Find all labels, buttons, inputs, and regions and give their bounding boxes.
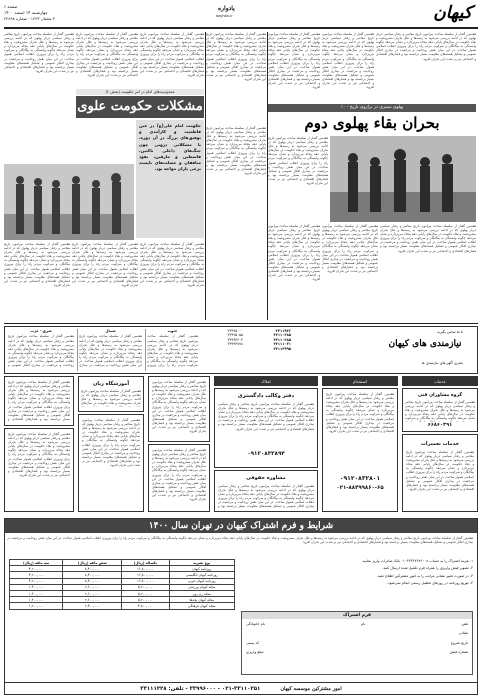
form-field-label: نام: [360, 622, 366, 626]
subscription-footer: [5, 682, 477, 694]
right-top-col-1: هفتمین گفتار از سلسله مباحث پیرامون تاریخ معاصر و رفتار سیاسی دربار پهلوی که در ادامه بررسی می‌شود به زمینه‌ها و علل بحران مشروعیت و بقاء حکومت در سال‌های پایانی دهه پنجاه می‌پردازد و نشان می‌دهد چگونه وابستگی به بیگانگان و سرکوب مردم راه را برای پیروزی انقلاب اسلامی هموار ساخت. در این میان نقش روحانیت و مرجعیت در بیداری افکار عمومی و تشکیل هسته‌های مقاومت بسیار برجسته بود و فشارهای اقتصادی و اجتماعی نیز بر شدت این بحران افزود.: [376, 32, 476, 61]
category-header: استخدام: [322, 376, 398, 386]
subscription-intro: هفتمین گفتار از سلسله مباحث پیرامون تاریخ معاصر و رفتار سیاسی دربار پهلوی که در ادامه بررسی می‌شود به زمینه‌ها و علل بحران مشروعیت و بقاء حکومت در سال‌های پایانی دهه پنجاه می‌پردازد و نشان می‌دهد چگونه وابستگی به بیگانگان و سرکوب مردم راه را برای پیروزی انقلاب اسلامی هموار ساخت. در این میان نقش روحانیت و مرجعیت در بیداری افکار عمومی و تشکیل هسته‌های مقاومت بسیار برجسته بود و فشارهای اقتصادی و اجتماعی نیز بر شدت این بحران افزود.: [7, 536, 473, 545]
subscription-title: شرایط و فرم اشتراک کیهان در تهران سال ۱۴۰۰: [5, 519, 477, 533]
left-story-col-a: هفتمین گفتار از سلسله مباحث پیرامون تاریخ معاصر و رفتار سیاسی دربار پهلوی که در ادامه بررسی می‌شود به زمینه‌ها و علل بحران مشروعیت و بقاء حکومت در سال‌های پایانی دهه پنجاه می‌پردازد و نشان می‌دهد چگونه وابستگی به بیگانگان و سرکوب مردم راه را برای پیروزی انقلاب اسلامی هموار ساخت. در این میان نقش روحانیت و مرجعیت در بیداری افکار عمومی و تشکیل هسته‌های مقاومت بسیار برجسته بود و فشارهای اقتصادی و اجتماعی نیز بر شدت این بحران افزود.: [206, 32, 266, 82]
region-block-south: [145, 329, 199, 371]
phone-number: ۳۳۹۹۵۰۵۵: [227, 333, 243, 338]
column-divider: [205, 32, 206, 320]
phone-number: ۳۳۱۱۲۹۹۵: [273, 346, 291, 351]
region-text: هفتمین گفتار از سلسله مباحث پیرامون تاریخ معاصر و رفتار سیاسی دربار پهلوی که در ادامه بررسی می‌شود به زمینه‌ها و علل بحران مشروعیت و بقاء حکومت در سال‌های پایانی دهه پنجاه می‌پردازد و نشان می‌دهد چگونه وابستگی به بیگانگان و سرکوب مردم راه را برای پیروزی انقلاب اسلامی هموار ساخت. در این میان نقش روحانیت و مرجعیت در بیداری افکار عمومی و: [8, 334, 74, 368]
ad-text: هفتمین گفتار از سلسله مباحث پیرامون تاریخ معاصر و رفتار سیاسی دربار پهلوی که در ادامه بررسی می‌شود به زمینه‌ها و علل بحران مشروعیت و بقاء حکومت در سال‌های پایانی دهه پنجاه می‌پردازد و نشان می‌دهد چگونه وابستگی به بیگانگان و سرکوب مردم راه را برای پیروزی انقلاب اسلامی هموار ساخت. در این میان نقش روحانیت و مرجعیت در بیداری افکار عمومی و تشکیل هسته‌های مقاومت بسیار برجسته بود و فشارهای اقتصادی و اجتماعی نیز بر شدت این بحران افزود.: [218, 402, 314, 431]
phone-number: ۳۳۹۹۴۷۷۸: [227, 342, 243, 347]
category-header: املاک: [214, 376, 318, 386]
ad-box[interactable]: [148, 376, 210, 442]
form-field-row: [246, 650, 468, 654]
ad-phone: ۶۶۸۶۰۳۹۱: [427, 422, 453, 428]
form-field-label: تلفن: [461, 622, 468, 626]
phone-number: ۳۳۱۱۰۳۸۵: [273, 337, 291, 342]
left-story-col-g: هفتمین گفتار از سلسله مباحث پیرامون تاریخ معاصر و رفتار سیاسی دربار پهلوی که در ادامه بررسی می‌شود به زمینه‌ها و علل بحران مشروعیت و بقاء حکومت در سال‌های پایانی دهه پنجاه می‌پردازد و نشان می‌دهد چگونه وابستگی به بیگانگان و سرکوب مردم راه را برای پیروزی انقلاب اسلامی هموار ساخت. در این میان نقش روحانیت و مرجعیت در بیداری افکار عمومی و تشکیل هسته‌های مقاومت بسیار برجسته بود و فشارهای اقتصادی و اجتماعی نیز بر شدت این بحران افزود.: [72, 242, 138, 287]
form-field-row: [246, 641, 468, 645]
ad-box[interactable]: [4, 428, 74, 512]
table-header: نوع نشریه: [169, 560, 234, 566]
table-cell: روزنامه کیهان: [169, 566, 234, 572]
phone-number: ۳۳۱۱۱۰۳۱: [273, 342, 291, 347]
classified-sales: مجری آگهی‌های نیازمندی ها: [421, 361, 463, 365]
category-header: خدمات: [402, 376, 478, 386]
ad-box[interactable]: [402, 434, 478, 512]
condition-item: ۳- در صورت تغییر نشانی مراتب را به امور مشترکین اطلاع دهید.: [376, 573, 473, 578]
news-photo-left: [4, 164, 134, 240]
left-story-title-box: [76, 96, 204, 118]
form-field-row: [246, 631, 468, 635]
phone-number: ۳۳۱۱۹۳۶: [275, 329, 291, 333]
region-label: شرق - غرب: [30, 329, 52, 333]
form-field-label: مبلغ واریزی: [246, 650, 264, 655]
section-divider: [4, 323, 478, 324]
form-field-label: کد پستی: [246, 640, 260, 645]
ad-box[interactable]: [148, 444, 210, 512]
table-cell: ۲,۴۰۰,۰۰۰: [63, 603, 122, 609]
table-cell: روزنامه کیهان انگلیسی: [169, 572, 234, 578]
left-story-col-d: هفتمین گفتار از سلسله مباحث پیرامون تاریخ معاصر و رفتار سیاسی دربار پهلوی که در ادامه بررسی می‌شود به زمینه‌ها و علل بحران مشروعیت و بقاء حکومت در سال‌های پایانی دهه پنجاه می‌پردازد و نشان می‌دهد چگونه وابستگی به بیگانگان و سرکوب مردم راه را برای پیروزی انقلاب اسلامی هموار ساخت. در این میان نقش روحانیت و مرجعیت در بیداری افکار عمومی و تشکیل هسته‌های مقاومت بسیار برجسته بود و فشارهای اقتصادی و اجتماعی نیز بر شدت این بحران افزود.: [4, 32, 74, 73]
story-kicker: پهلوی ستیزی در ترازوی تاریخ - ۱۰: [268, 104, 476, 112]
table-cell: ۴,۲۰۰,۰۰۰: [10, 578, 63, 584]
form-field-label: نشانی: [458, 631, 468, 636]
footer-phone: ۰۲۱-۳۳۱۱۰۲۵۱ - ۳۳۹۹۶۰۰۰ - تلفن: ۳۳۱۱۱۲۲۸: [140, 685, 261, 692]
region-label: جنوب: [167, 329, 178, 333]
table-cell: مجله کیهان فرهنگی: [169, 603, 234, 609]
table-cell: ۱۶,۸۰۰,۰۰۰: [122, 572, 169, 578]
story-right-col-b: هفتمین گفتار از سلسله مباحث پیرامون تاریخ معاصر و رفتار سیاسی دربار پهلوی که در ادامه بررسی می‌شود به زمینه‌ها و علل بحران مشروعیت و بقاء حکومت در سال‌های پایانی دهه پنجاه می‌پردازد و نشان می‌دهد چگونه وابستگی به بیگانگان و سرکوب مردم راه را برای پیروزی انقلاب اسلامی هموار ساخت. در این میان نقش روحانیت و مرجعیت در بیداری افکار عمومی و تشکیل هسته‌های مقاومت بسیار برجسته بود و فشارهای اقتصادی و اجتماعی نیز بر شدت این بحران افزود.: [380, 224, 476, 253]
quote-text: حکومت امام علی(ع) در عین قاطعیت و کارآمدی و توفیق‌های بزرگ در آن دوره، با مشکلاتی درونی چون جنگ‌های داخلی ناکثین، قاسطین و مارقین، نفوذ منافقان و خصلت‌های ناپسند برخی یاران مواجه بود.: [139, 123, 201, 172]
left-story-col-c: هفتمین گفتار از سلسله مباحث پیرامون تاریخ معاصر و رفتار سیاسی دربار پهلوی که در ادامه بررسی می‌شود به زمینه‌ها و علل بحران مشروعیت و بقاء حکومت در سال‌های پایانی دهه پنجاه می‌پردازد و نشان می‌دهد چگونه وابستگی به بیگانگان و سرکوب مردم راه را برای پیروزی انقلاب اسلامی هموار ساخت. در این میان نقش روحانیت و مرجعیت در بیداری افکار عمومی و تشکیل هسته‌های مقاومت بسیار برجسته بود و فشارهای اقتصادی و اجتماعی نیز بر شدت این بحران افزود.: [76, 32, 138, 77]
classified-subtitle: با ما تماس بگیرید: [436, 330, 463, 334]
ad-text: هفتمین گفتار از سلسله مباحث پیرامون تاریخ معاصر و رفتار سیاسی دربار پهلوی که در ادامه بررسی می‌شود به زمینه‌ها و علل بحران مشروعیت و بقاء حکومت در سال‌های پایانی دهه پنجاه می‌پردازد و نشان می‌دهد چگونه وابستگی به بیگانگان و سرکوب مردم راه را برای پیروزی انقلاب اسلامی هموار ساخت. در این میان نقش روحانیت و مرجعیت در بیداری افکار عمومی و تشکیل هسته‌های مقاومت بسیار برجسته بود و فشارهای اقتصادی و اجتماعی نیز بر شدت این بحران افزود.: [406, 450, 474, 491]
form-field-label: تاریخ شروع: [450, 640, 468, 645]
story-title-right: بحران بقاء پهلوی دوم: [304, 114, 440, 132]
condition-item: ۲- تصویر فیش واریزی را همراه فرم تکمیل شده ارسال کنید.: [382, 566, 473, 571]
phone-number: ۳۳۹۹۴۴۰۲: [227, 337, 243, 342]
ad-text: هفتمین گفتار از سلسله مباحث پیرامون تاریخ معاصر و رفتار سیاسی دربار پهلوی که در ادامه بررسی می‌شود به زمینه‌ها و علل بحران مشروعیت و بقاء حکومت در سال‌های پایانی دهه پنجاه می‌پردازد و نشان می‌دهد چگونه وابستگی به بیگانگان و سرکوب: [405, 400, 475, 421]
left-story-col-b: هفتمین گفتار از سلسله مباحث پیرامون تاریخ معاصر و رفتار سیاسی دربار پهلوی که در ادامه بررسی می‌شود به زمینه‌ها و علل بحران مشروعیت و بقاء حکومت در سال‌های پایانی دهه پنجاه می‌پردازد و نشان می‌دهد چگونه وابستگی به بیگانگان و سرکوب مردم راه را برای پیروزی انقلاب اسلامی هموار ساخت. در این میان نقش روحانیت و مرجعیت در بیداری افکار عمومی و تشکیل هسته‌های مقاومت بسیار برجسته بود و فشارهای اقتصادی و اجتماعی نیز بر شدت این بحران افزود.: [140, 32, 204, 77]
left-story-kicker: محدودیت‌های امام در امر حکومت (بخش ۲): [76, 89, 204, 95]
table-cell: ۲,۶۰۰,۰۰۰: [63, 584, 122, 590]
classified-grid: [4, 376, 478, 514]
phone-number: ۳۳۹۹۵۰۰۰: [227, 329, 243, 333]
table-cell: ۵,۲۰۰,۰۰۰: [122, 597, 169, 603]
table-cell: ۲,۶۰۰,۰۰۰: [63, 597, 122, 603]
ad-title: خدمات تعمیرات: [420, 441, 460, 447]
region-text: هفتمین گفتار از سلسله مباحث پیرامون تاریخ معاصر و رفتار سیاسی دربار پهلوی که در ادامه بررسی می‌شود به زمینه‌ها و علل بحران مشروعیت و بقاء حکومت در سال‌های پایانی دهه پنجاه می‌پردازد و نشان می‌دهد چگونه وابستگی به بیگانگان و سرکوب مردم راه را برای پیروزی: [147, 334, 198, 368]
table-cell: ۱,۲۰۰,۰۰۰: [10, 603, 63, 609]
table-cell: ۱,۳۰۰,۰۰۰: [10, 584, 63, 590]
right-top-col-3: هفتمین گفتار از سلسله مباحث پیرامون تاریخ معاصر و رفتار سیاسی دربار پهلوی که در ادامه بررسی می‌شود به زمینه‌ها و علل بحران مشروعیت و بقاء حکومت در سال‌های پایانی دهه پنجاه می‌پردازد و نشان می‌دهد چگونه وابستگی به بیگانگان و سرکوب مردم راه را برای پیروزی انقلاب اسلامی هموار ساخت. در این میان نقش روحانیت و مرجعیت در بیداری افکار عمومی و تشکیل هسته‌های مقاومت بسیار برجسته بود و فشارهای اقتصادی و اجتماعی نیز بر شدت این بحران افزود.: [268, 32, 320, 90]
site-url: kayhan.ir: [216, 14, 233, 18]
ad-box[interactable]: [402, 388, 478, 432]
table-cell: مجله کیهان بچه‌ها: [169, 597, 234, 603]
table-cell: ۴,۲۰۰,۰۰۰: [10, 572, 63, 578]
ad-text: هفتمین گفتار از سلسله مباحث پیرامون تاریخ معاصر و رفتار سیاسی دربار پهلوی که در ادامه بررسی می‌شود به زمینه‌ها و علل بحران مشروعیت و بقاء حکومت در سال‌های پایانی دهه پنجاه می‌پردازد و نشان می‌دهد چگونه وابستگی به بیگانگان و سرکوب مردم راه را برای پیروزی انقلاب اسلامی هموار ساخت. در این میان نقش روحانیت و مرجعیت در بیداری افکار عمومی و تشکیل هسته‌های مقاومت بسیار برجسته بود و فشارهای اقتصادی و اجتماعی نیز بر شدت این بحران افزود.: [152, 380, 206, 434]
table-cell: ۸,۴۰۰,۰۰۰: [63, 566, 122, 572]
table-header: یکساله (ریال): [122, 560, 169, 566]
ad-title: مشاوره حقوقی: [246, 475, 286, 481]
table-cell: ۲,۶۰۰,۰۰۰: [63, 590, 122, 596]
news-photo-right: [330, 136, 476, 222]
masthead-divider: [4, 27, 478, 29]
issue-line: ۳ شعبان ۱۴۴۳ - شماره ۲۲۸۹۸: [4, 16, 55, 21]
condition-item: ۴- توزیع روزنامه در روزهای تعطیل رسمی انجام نمی‌شود.: [386, 581, 473, 586]
subscription-form: [241, 611, 473, 675]
price-table: [9, 559, 235, 610]
left-story-col-h: هفتمین گفتار از سلسله مباحث پیرامون تاریخ معاصر و رفتار سیاسی دربار پهلوی که در ادامه بررسی می‌شود به زمینه‌ها و علل بحران مشروعیت و بقاء حکومت در سال‌های پایانی دهه پنجاه می‌پردازد و نشان می‌دهد چگونه وابستگی به بیگانگان و سرکوب مردم راه را برای پیروزی انقلاب اسلامی هموار ساخت. در این میان نقش روحانیت و مرجعیت در بیداری افکار عمومی و تشکیل هسته‌های مقاومت بسیار برجسته بود و فشارهای اقتصادی و اجتماعی نیز بر شدت این بحران افزود.: [4, 242, 70, 287]
ad-phone: ۰۹۱۲۰۸۳۲۸۰۱: [339, 475, 381, 482]
page-label: صفحه ۶: [4, 4, 18, 9]
table-cell: مجله زن روز: [169, 590, 234, 596]
table-cell: ۸,۴۰۰,۰۰۰: [63, 572, 122, 578]
ad-text: هفتمین گفتار از سلسله مباحث پیرامون تاریخ معاصر و رفتار سیاسی دربار پهلوی که در ادامه بررسی می‌شود به زمینه‌ها و علل بحران مشروعیت و بقاء حکومت در سال‌های پایانی دهه پنجاه می‌پردازد و نشان می‌دهد چگونه وابستگی به بیگانگان و سرکوب مردم راه را برای پیروزی انقلاب اسلامی هموار ساخت. در این میان نقش روحانیت و مرجعیت در بیداری افکار عمومی و تشکیل هسته‌های مقاومت بسیار برجسته بود و فشارهای اقتصادی و: [8, 380, 70, 421]
clerics-photo-icon: [4, 164, 134, 240]
form-title: فرم اشتراک: [242, 612, 472, 619]
table-cell: ۱,۳۰۰,۰۰۰: [10, 590, 63, 596]
phone-list-b: [201, 329, 243, 347]
ad-phone: ۰۹۱۲۰۸۳۳۸۹۴: [247, 451, 285, 457]
phone-number: ۳۳۱۱۰۳۸۵: [273, 333, 291, 338]
ad-box[interactable]: [78, 376, 144, 412]
ad-text: هفتمین گفتار از سلسله مباحث پیرامون تاریخ معاصر و رفتار سیاسی دربار پهلوی که در ادامه بررسی می‌شود به زمینه‌ها و علل بحران مشروعیت و بقاء حکومت در سال‌های: [81, 389, 141, 406]
region-label: شمال: [105, 329, 116, 333]
region-text: هفتمین گفتار از سلسله مباحث پیرامون تاریخ معاصر و رفتار سیاسی دربار پهلوی که در ادامه بررسی می‌شود به زمینه‌ها و علل بحران مشروعیت و بقاء حکومت در سال‌های پایانی دهه پنجاه می‌پردازد و نشان می‌دهد چگونه وابستگی به بیگانگان و سرکوب مردم راه را برای پیروزی انقلاب اسلامی هموار ساخت. در این میان نقش روحانیت و مرجعیت در بیداری: [79, 334, 142, 368]
date-line: چهارشنبه ۱۴ اسفند ۱۴۰۰: [4, 10, 48, 15]
column-divider: [267, 32, 268, 320]
classified-title: نیازمندی های کیهان: [388, 339, 462, 349]
ad-box[interactable]: [214, 470, 318, 512]
form-field-label: نام خانوادگی: [246, 622, 265, 626]
table-cell: روزنامه کیهان عربی: [169, 578, 234, 584]
ad-text: هفتمین گفتار از سلسله مباحث پیرامون تاریخ معاصر و رفتار سیاسی دربار پهلوی که در ادامه بررسی می‌شود به زمینه‌ها و علل بحران مشروعیت و بقاء حکومت در سال‌های پایانی دهه پنجاه می‌پردازد و نشان می‌دهد چگونه وابستگی به بیگانگان و سرکوب مردم راه را برای پیروزی انقلاب اسلامی هموار ساخت. در این میان نقش روحانیت و مرجعیت در بیداری افکار عمومی و تشکیل هسته‌های مقاومت بسیار برجسته بود و فشارهای اقتصادی و اجتماعی نیز بر شدت این بحران افزود.: [326, 392, 394, 433]
region-block-east-west: [7, 329, 75, 371]
ad-box[interactable]: [4, 376, 74, 426]
right-top-col-2: هفتمین گفتار از سلسله مباحث پیرامون تاریخ معاصر و رفتار سیاسی دربار پهلوی که در ادامه بررسی می‌شود به زمینه‌ها و علل بحران مشروعیت و بقاء حکومت در سال‌های پایانی دهه پنجاه می‌پردازد و نشان می‌دهد چگونه وابستگی به بیگانگان و سرکوب مردم راه را برای پیروزی انقلاب اسلامی هموار ساخت. در این میان نقش روحانیت و مرجعیت در بیداری افکار عمومی و تشکیل هسته‌های مقاومت بسیار برجسته بود و فشارهای اقتصادی و اجتماعی نیز بر شدت این بحران افزود.: [322, 32, 374, 90]
table-cell: ۵,۲۰۰,۰۰۰: [122, 584, 169, 590]
table-header: سه ماهه (ریال): [10, 560, 63, 566]
table-cell: ۵,۲۰۰,۰۰۰: [122, 590, 169, 596]
ad-text: هفتمین گفتار از سلسله مباحث پیرامون تاریخ معاصر و رفتار سیاسی دربار پهلوی که در ادامه بررسی می‌شود به زمینه‌ها و علل بحران مشروعیت و بقاء حکومت در سال‌های پایانی دهه پنجاه می‌پردازد و نشان می‌دهد چگونه وابستگی به بیگانگان و سرکوب مردم راه را برای پیروزی انقلاب اسلامی هموار ساخت. در این میان نقش روحانیت و مرجعیت در بیداری افکار عمومی و تشکیل هسته‌های مقاومت بسیار برجسته بود و فشارهای اقتصادی و اجتماعی نیز بر شدت این بحران افزود.: [152, 448, 206, 502]
table-header: شش ماهه (ریال): [63, 560, 122, 566]
left-story-col-e: هفتمین گفتار از سلسله مباحث پیرامون تاریخ معاصر و رفتار سیاسی دربار پهلوی که در ادامه بررسی می‌شود به زمینه‌ها و علل بحران مشروعیت و بقاء حکومت در سال‌های پایانی دهه پنجاه می‌پردازد و نشان می‌دهد چگونه وابستگی به بیگانگان و سرکوب مردم راه را برای پیروزی انقلاب اسلامی هموار ساخت. در این میان نقش روحانیت و مرجعیت در بیداری افکار عمومی و تشکیل هسته‌های مقاومت بسیار برجسته بود و فشارهای اقتصادی و اجتماعی نیز بر شدت این بحران افزود.: [206, 126, 266, 176]
newspaper-logo: کیهان: [433, 3, 472, 23]
subscription-conditions: [241, 559, 473, 607]
ad-title: دفتر وکالت دادگستری: [237, 393, 295, 399]
table-cell: مجله کیهان ورزشی: [169, 584, 234, 590]
ad-box[interactable]: [322, 388, 398, 512]
masthead: [4, 4, 478, 26]
ad-phone: ۰۲۱-۸۸۴۹۹۸۶۰-۶۵: [336, 485, 384, 491]
phone-list: [245, 329, 291, 351]
ad-title: گروه مشاوران فنی: [417, 393, 463, 398]
table-cell: ۱,۳۰۰,۰۰۰: [10, 597, 63, 603]
classified-header: [4, 326, 478, 374]
table-cell: ۱۶,۸۰۰,۰۰۰: [122, 578, 169, 584]
table-row: [10, 603, 235, 609]
story-right-col-c: هفتمین گفتار از سلسله مباحث پیرامون تاریخ معاصر و رفتار سیاسی دربار پهلوی که در ادامه بررسی می‌شود به زمینه‌ها و علل بحران مشروعیت و بقاء حکومت در سال‌های پایانی دهه پنجاه می‌پردازد و نشان می‌دهد چگونه وابستگی به بیگانگان و سرکوب مردم راه را برای پیروزی انقلاب اسلامی هموار ساخت. در این میان نقش روحانیت و مرجعیت در بیداری افکار عمومی و تشکیل هسته‌های مقاومت بسیار برجسته بود و فشارهای اقتصادی و اجتماعی نیز بر شدت این بحران افزود.: [322, 224, 378, 274]
table-cell: ۸,۴۰۰,۰۰۰: [63, 578, 122, 584]
left-story-col-f: هفتمین گفتار از سلسله مباحث پیرامون تاریخ معاصر و رفتار سیاسی دربار پهلوی که در ادامه بررسی می‌شود به زمینه‌ها و علل بحران مشروعیت و بقاء حکومت در سال‌های پایانی دهه پنجاه می‌پردازد و نشان می‌دهد چگونه وابستگی به بیگانگان و سرکوب مردم راه را برای پیروزی انقلاب اسلامی هموار ساخت. در این میان نقش روحانیت و مرجعیت در بیداری افکار عمومی و تشکیل هسته‌های مقاومت بسیار برجسته بود و فشارهای اقتصادی و اجتماعی نیز بر شدت این بحران افزود.: [140, 242, 204, 287]
table-cell: ۴,۸۰۰,۰۰۰: [122, 603, 169, 609]
ad-title: آموزشگاه زبان: [92, 381, 130, 387]
story-right-col-d: هفتمین گفتار از سلسله مباحث پیرامون تاریخ معاصر و رفتار سیاسی دربار پهلوی که در ادامه بررسی می‌شود به زمینه‌ها و علل بحران مشروعیت و بقاء حکومت در سال‌های پایانی دهه پنجاه می‌پردازد و نشان می‌دهد چگونه وابستگی به بیگانگان و سرکوب مردم راه را برای پیروزی انقلاب اسلامی هموار ساخت. در این میان نقش روحانیت و مرجعیت در بیداری افکار عمومی و تشکیل هسته‌های مقاومت بسیار برجسته بود و فشارهای اقتصادی و اجتماعی نیز بر شدت این بحران افزود.: [268, 224, 320, 282]
ad-text: هفتمین گفتار از سلسله مباحث پیرامون تاریخ معاصر و رفتار سیاسی دربار پهلوی که در ادامه بررسی می‌شود به زمینه‌ها و علل بحران مشروعیت و بقاء حکومت در سال‌های پایانی دهه پنجاه می‌پردازد و نشان می‌دهد چگونه وابستگی به بیگانگان و سرکوب مردم راه را برای پیروزی انقلاب اسلامی هموار ساخت. در این میان نقش روحانیت و مرجعیت در بیداری افکار عمومی و تشکیل هسته‌های مقاومت بسیار برجسته بود و فشارهای اقتصادی و اجتماعی نیز بر شدت این بحران افزود.: [8, 432, 70, 477]
ad-text: هفتمین گفتار از سلسله مباحث پیرامون تاریخ معاصر و رفتار سیاسی دربار پهلوی که در ادامه بررسی می‌شود به زمینه‌ها و علل بحران مشروعیت و بقاء حکومت در سال‌های پایانی دهه پنجاه می‌پردازد و نشان می‌دهد چگونه وابستگی به بیگانگان و سرکوب مردم راه را برای پیروزی انقلاب اسلامی هموار ساخت. در این میان نقش روحانیت و مرجعیت در بیداری افکار عمومی و تشکیل هسته‌های مقاومت بسیار برجسته بود و: [218, 484, 314, 509]
section-label: یادواره: [218, 5, 235, 12]
condition-item: ۱- هزینه اشتراک را به حساب ۰۱۰۴۳۳۲۷۶۷۶۰۰۸ بانک صادرات واریز نمایید.: [361, 559, 473, 563]
table-cell: ۱۶,۸۰۰,۰۰۰: [122, 566, 169, 572]
story-title-left: مشکلات حکومت علوی: [77, 99, 203, 114]
quote-box: [136, 120, 204, 238]
form-fields: [246, 622, 468, 655]
region-block-north: [77, 329, 143, 371]
subscription-section: [4, 518, 478, 695]
story-right-col-a: هفتمین گفتار از سلسله مباحث پیرامون تاریخ معاصر و رفتار سیاسی دربار پهلوی که در ادامه بررسی می‌شود به زمینه‌ها و علل بحران مشروعیت و بقاء حکومت در سال‌های پایانی دهه پنجاه می‌پردازد و نشان می‌دهد چگونه وابستگی به بیگانگان و سرکوب مردم راه را برای پیروزی انقلاب اسلامی هموار ساخت. در این میان نقش روحانیت و مرجعیت در بیداری افکار عمومی و تشکیل هسته‌های مقاومت بسیار برجسته بود و فشارهای اقتصادی و اجتماعی نیز بر شدت این بحران افزود.: [268, 136, 328, 186]
form-field-row: [246, 622, 468, 626]
crowd-photo-icon: [330, 136, 476, 222]
form-field-label: شماره فیش: [449, 650, 468, 655]
ad-box[interactable]: [214, 388, 318, 468]
ad-text: هفتمین گفتار از سلسله مباحث پیرامون تاریخ معاصر و رفتار سیاسی دربار پهلوی که در ادامه بررسی می‌شود به زمینه‌ها و علل بحران مشروعیت و بقاء حکومت در سال‌های پایانی دهه پنجاه می‌پردازد و نشان می‌دهد چگونه وابستگی به بیگانگان و سرکوب مردم راه را برای پیروزی انقلاب اسلامی هموار ساخت. در این میان نقش روحانیت و مرجعیت در بیداری افکار عمومی و تشکیل هسته‌های مقاومت بسیار برجسته بود و فشارهای اقتصادی و اجتماعی نیز بر شدت این بحران افزود.: [82, 418, 140, 468]
table-cell: ۴,۲۰۰,۰۰۰: [10, 566, 63, 572]
footer-label: امور مشترکین موسسه کیهان: [280, 685, 342, 692]
ad-box[interactable]: [78, 414, 144, 512]
